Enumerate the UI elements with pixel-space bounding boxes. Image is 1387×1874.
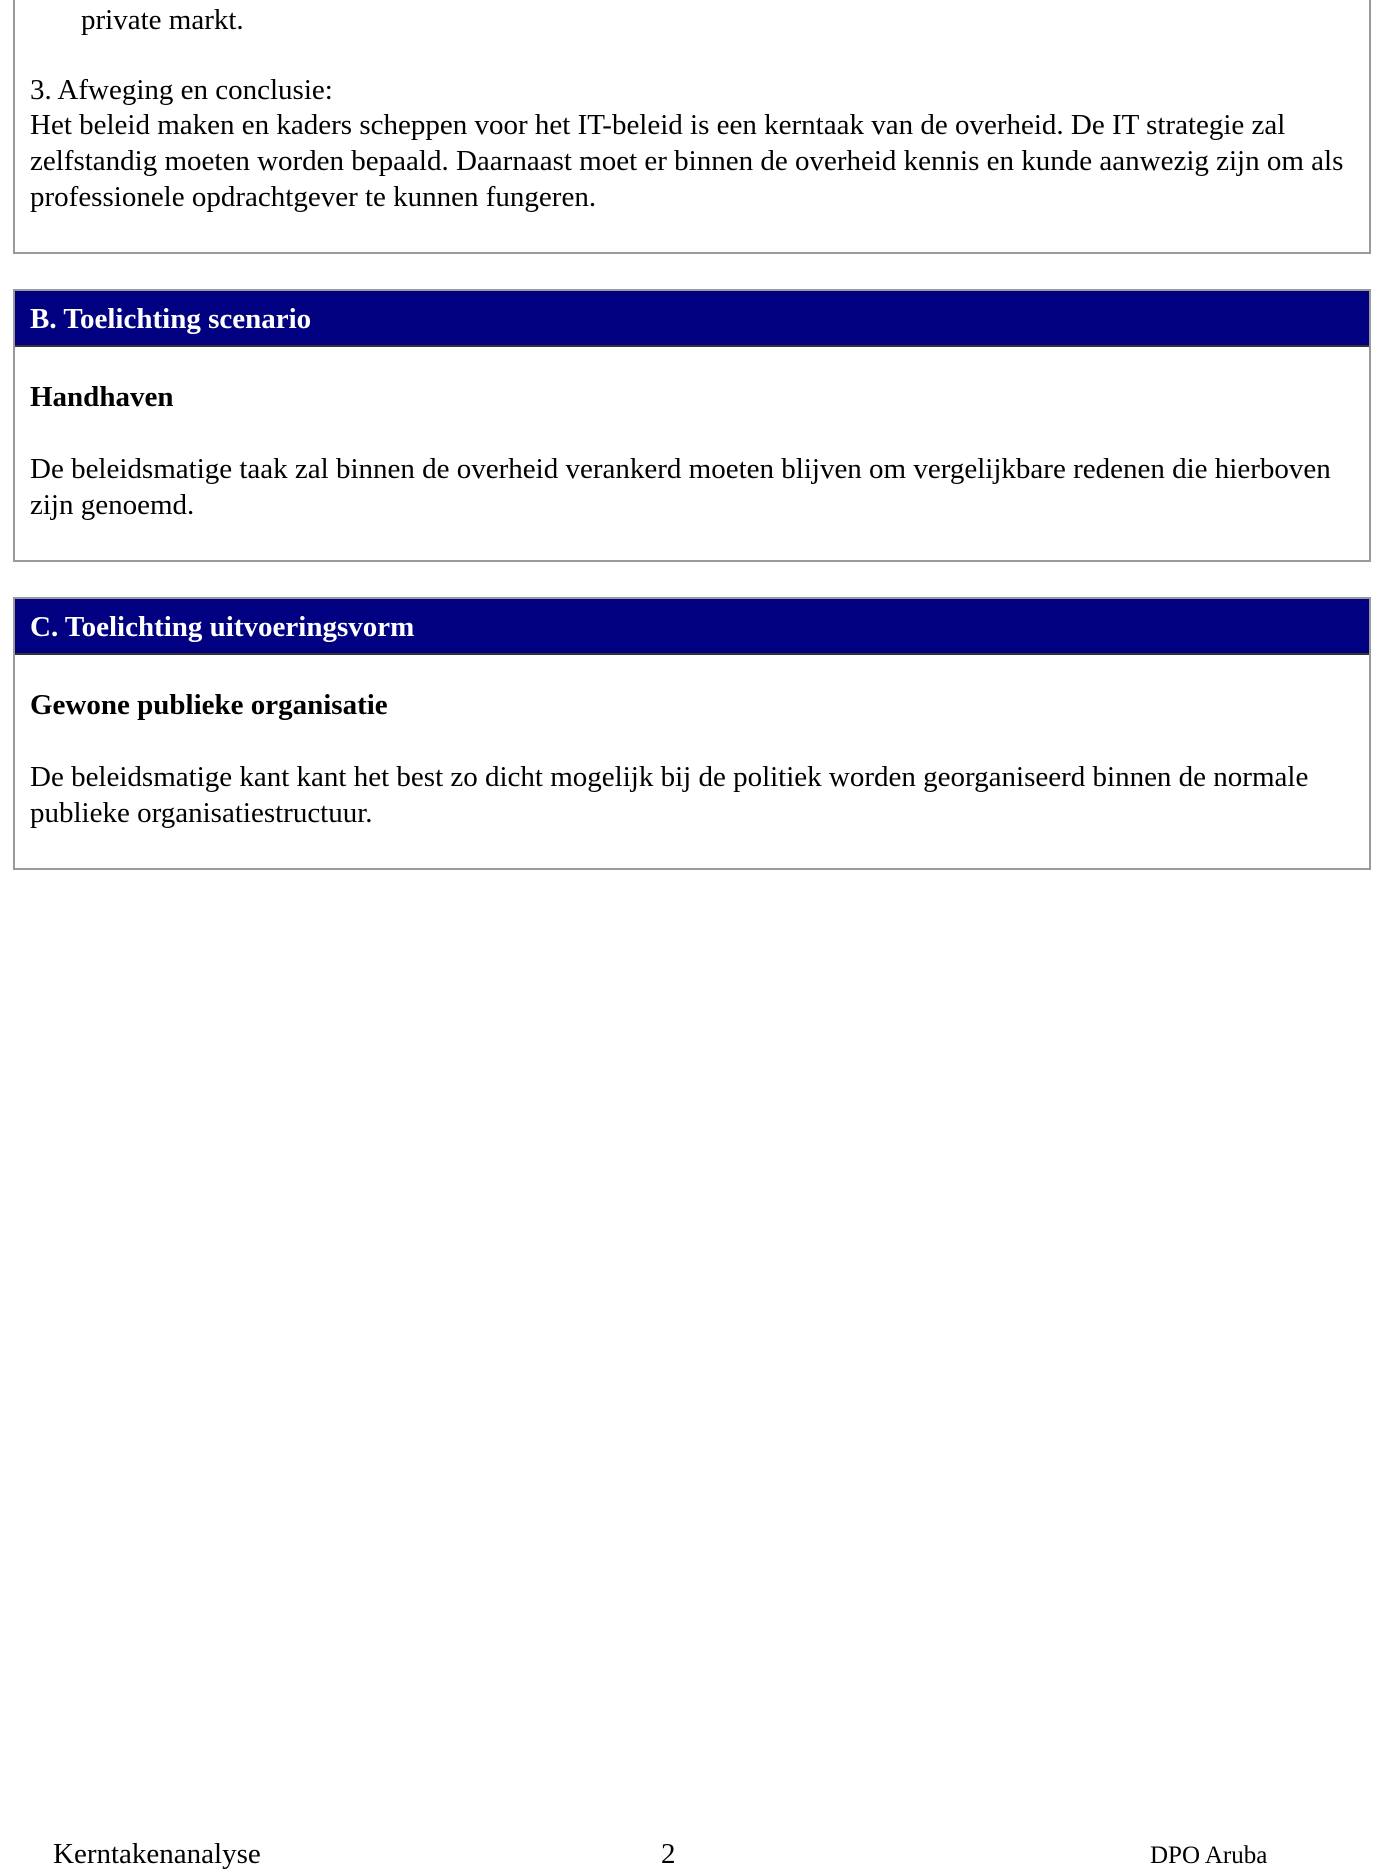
section-b-box [13,289,1371,562]
section-c-subheading: Gewone publieke organisatie [30,689,388,721]
section-a-paragraph: Het beleid maken en kaders scheppen voor het IT-beleid is een kerntaak van de overheid. De IT strategie zal zelfstandig moeten worden bepaald. Daarnaast moet er binnen de overheid kennis en kunde aanwezig zijn om als professionele opdrachtgever te kunnen fungeren. [30,109,1344,213]
section-c-box [13,597,1371,870]
continued-text: private markt. [81,4,244,36]
section-b-subheading: Handhaven [30,381,174,413]
footer-page-number: 2 [661,1838,676,1870]
footer-left: Kerntakenanalyse [53,1838,261,1870]
section-c-header: C. Toelichting uitvoeringsvorm [15,599,1369,655]
section-b-header: B. Toelichting scenario [15,291,1369,347]
section-c-paragraph: De beleidsmatige kant kant het best zo dicht mogelijk bij de politiek worden georganiseerd binnen de normale publieke organisatiestructuur. [30,761,1309,829]
section-b-paragraph: De beleidsmatige taak zal binnen de overheid verankerd moeten blijven om vergelijkbare redenen die hierboven zijn genoemd. [30,453,1331,521]
footer-right: DPO Aruba [1150,1842,1268,1869]
item-heading: 3. Afweging en conclusie: [30,74,333,106]
section-a-box [13,0,1371,254]
